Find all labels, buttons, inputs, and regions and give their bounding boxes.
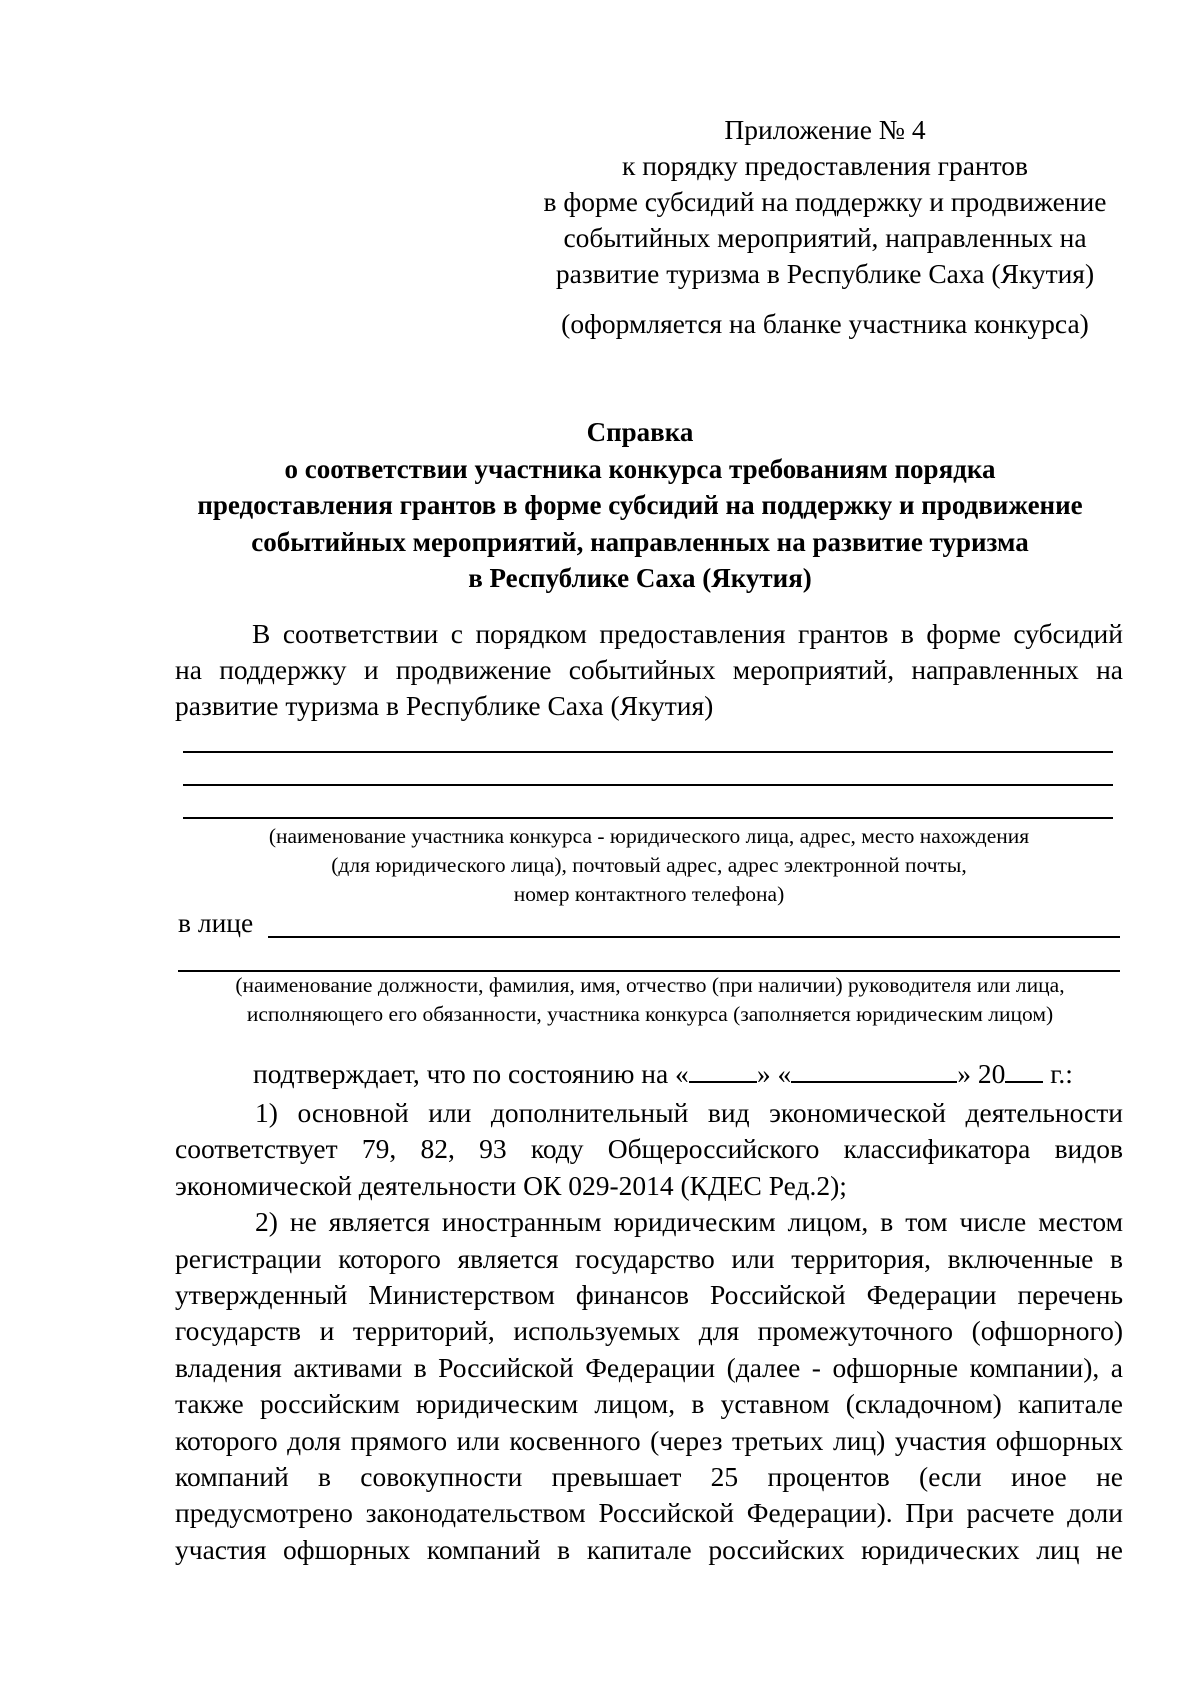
- representative-fill-line[interactable]: [268, 936, 1120, 938]
- participant-fill-line[interactable]: [183, 784, 1113, 786]
- caption-line: номер контактного телефона): [513, 882, 785, 906]
- confirm-separator: » «: [756, 1058, 792, 1089]
- caption-line: (наименование должности, фамилия, имя, отчество (при наличии) руководителя или лица,: [235, 973, 1065, 997]
- title-line: событийных мероприятий, направленных на развитие туризма: [251, 526, 1029, 557]
- letterhead-note: (оформляется на бланке участника конкурса): [561, 308, 1089, 339]
- caption-line: (для юридического лица), почтовый адрес, адрес электронной почты,: [331, 853, 967, 877]
- title-line: предоставления грантов в форме субсидий на поддержку и продвижение: [197, 490, 1083, 520]
- appendix-header: [535, 112, 1115, 292]
- intro-line: развитие туризма в Республике Саха (Якутия): [175, 690, 714, 721]
- body-line: компаний в совокупности превышает 25 процентов (если иное не: [175, 1461, 1123, 1493]
- title-line: Справка: [586, 417, 694, 447]
- body-line: регистрации которого является государство или территория, включенные в: [175, 1242, 1123, 1274]
- intro-line: В соответствии с порядком предоставления грантов в форме субсидий: [252, 618, 1123, 649]
- appendix-line: развитие туризма в Республике Саха (Якутия): [555, 258, 1095, 289]
- requirements-list: [175, 1095, 1123, 1568]
- document-title: [160, 414, 1120, 597]
- appendix-line: событийных мероприятий, направленных на: [563, 222, 1087, 253]
- body-line: предусмотрено законодательством Российской Федерации). При расчете доли: [175, 1497, 1123, 1529]
- body-line: участия офшорных компаний в капитале российских юридических лиц не: [175, 1533, 1123, 1565]
- participant-fill-line[interactable]: [183, 751, 1113, 753]
- body-line: соответствует 79, 82, 93 коду Общероссийского классификатора видов: [175, 1133, 1123, 1165]
- intro-line: на поддержку и продвижение событийных мероприятий, направленных на: [175, 654, 1123, 685]
- body-line: утвержденный Министерством финансов Российской Федерации перечень: [175, 1279, 1123, 1311]
- body-line: также российским юридическим лицом, в уставном (складочном) капитале: [175, 1388, 1123, 1420]
- confirm-year-prefix: » 20: [957, 1058, 1006, 1089]
- confirm-prefix: подтверждает, что по состоянию на «: [253, 1058, 689, 1089]
- body-line: которого доля прямого или косвенного (через третьих лиц) участия офшорных: [175, 1424, 1123, 1456]
- title-line: в Республике Саха (Якутия): [468, 563, 812, 593]
- participant-fill-line[interactable]: [183, 817, 1113, 819]
- intro-paragraph: [175, 616, 1123, 724]
- body-line: 2) не является иностранным юридическим лицом, в том числе местом: [255, 1206, 1123, 1238]
- participant-caption: [175, 822, 1123, 909]
- appendix-line: к порядку предоставления грантов: [621, 150, 1029, 181]
- body-line: 1) основной или дополнительный вид экономической деятельности: [255, 1097, 1123, 1128]
- title-line: о соответствии участника конкурса требованиям порядка: [284, 453, 996, 484]
- confirmation-date-line: [253, 1056, 1073, 1092]
- year-blank[interactable]: [1005, 1057, 1043, 1083]
- confirm-suffix: г.:: [1043, 1058, 1073, 1089]
- caption-line: исполняющего его обязанности, участника конкурса (заполняется юридическим лицом): [246, 1002, 1054, 1026]
- body-line: экономической деятельности ОК 029-2014 (КДЕС Ред.2);: [175, 1169, 847, 1201]
- body-line: государств и территорий, используемых для промежуточного (офшорного): [175, 1315, 1123, 1347]
- month-blank[interactable]: [791, 1057, 957, 1083]
- caption-line: (наименование участника конкурса - юридического лица, адрес, место нахождения: [268, 824, 1030, 848]
- representative-label: в лице: [178, 907, 254, 938]
- appendix-number: Приложение № 4: [724, 114, 926, 145]
- representative-caption: [170, 971, 1130, 1029]
- appendix-line: в форме субсидий на поддержку и продвижение: [543, 186, 1107, 217]
- body-line: владения активами в Российской Федерации (далее - офшорные компании), а: [175, 1351, 1123, 1383]
- day-blank[interactable]: [689, 1057, 757, 1083]
